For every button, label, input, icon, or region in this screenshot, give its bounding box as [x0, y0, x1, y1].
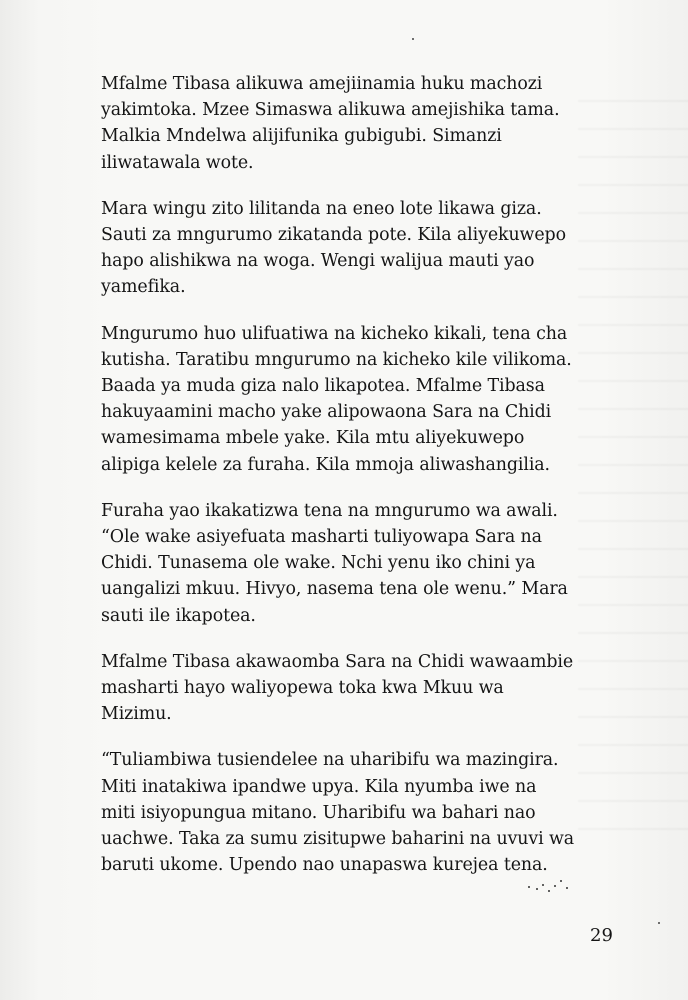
page-speck [412, 38, 414, 40]
dot-ornament [524, 874, 570, 896]
story-text [101, 71, 621, 898]
paragraph-6: “Tuliambiwa tusiendelee na uharibifu wa mazingira. Miti inatakiwa ipandwe upya. Kila nyumba iwe na miti isiyopungua mitano. Uharibifu wa bahari nao uachwe. Taka za sumu zisitupwe baharini na uvuvi wa baruti ukome. Upendo nao unapaswa kurejea tena. [101, 750, 575, 876]
page-number: 29 [590, 925, 613, 946]
paragraph-1: Mfalme Tibasa alikuwa amejiinamia huku machozi yakimtoka. Mzee Simaswa alikuwa amejishika tama. Malkia Mndelwa alijifunika gubigubi. Simanzi iliwatawala wote. [101, 74, 560, 173]
page-speck [658, 922, 660, 924]
paragraph-5: Mfalme Tibasa akawaomba Sara na Chidi wawaambie masharti hayo waliyopewa toka kwa Mkuu wa Mizimu. [101, 651, 574, 725]
paragraph-4: Furaha yao ikakatizwa tena na mngurumo wa awali. “Ole wake asiyefuata masharti tuliyowapa Sara na Chidi. Tunasema ole wake. Nchi yenu iko chini ya uangalizi mkuu. Hivyo, nasema tena ole wenu.” Mara sauti ile ikapotea. [101, 500, 568, 626]
paragraph-2: Mara wingu zito lilitanda na eneo lote likawa giza. Sauti za mngurumo zikatanda pote. Kila aliyekuwepo hapo alishikwa na woga. Wengi walijua mauti yao yamefika. [101, 198, 566, 298]
paragraph-3: Mngurumo huo ulifuatiwa na kicheko kikali, tena cha kutisha. Taratibu mngurumo na kicheko kile vilikoma. Baada ya muda giza nalo likapotea. Mfalme Tibasa hakuyaamini macho yake alipowaona Sara na Chidi wamesimama mbele yake. Kila mtu aliyekuwepo alipiga kelele za furaha. Kila mmoja aliwashangilia. [101, 323, 572, 475]
